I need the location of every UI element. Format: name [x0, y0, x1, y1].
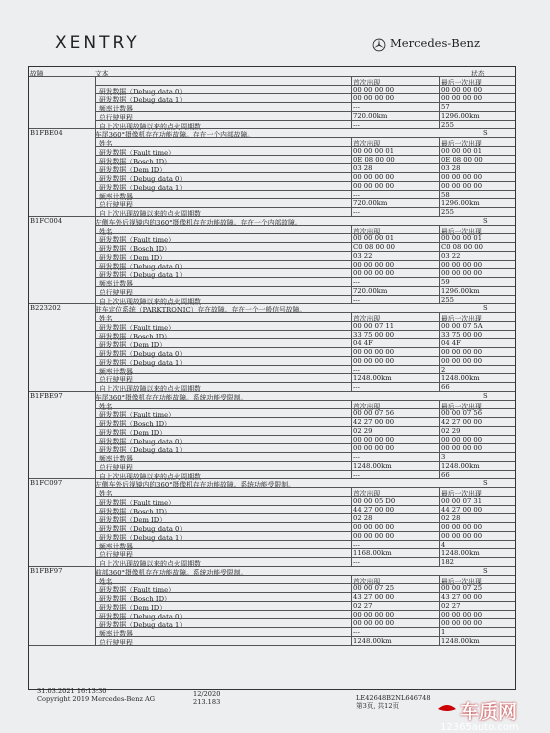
column-divider [351, 137, 352, 216]
first-value: --- [353, 190, 360, 199]
data-label: 研发数据（Bosch ID） [99, 420, 171, 428]
last-value: 00 00 00 00 [441, 356, 483, 365]
first-value: 720.00km [353, 199, 388, 208]
data-label: 研发数据（Debug data 1） [99, 96, 187, 105]
first-value: 720.00km [353, 111, 388, 120]
column-divider [351, 575, 352, 645]
last-value: 1296.00km [441, 286, 480, 295]
first-value: 03 28 [353, 164, 373, 173]
last-value: 02 27 [441, 601, 461, 610]
last-value: 59 [441, 278, 450, 286]
footer-mid [193, 690, 220, 706]
footer-copyright: Copyright 2019 Mercedes-Benz AG [37, 695, 156, 703]
data-label: 研发数据（Fault time） [99, 411, 175, 420]
first-value: C0 08 00 00 [353, 243, 395, 251]
fault-code: B1FBE04 [30, 129, 63, 138]
data-label: 总行驶里程 [99, 463, 133, 472]
first-occurrence-header: 首次出现 [353, 402, 381, 411]
table-header-text: 文本 [95, 70, 109, 78]
row-divider [95, 102, 515, 103]
column-divider [95, 391, 96, 479]
brand-name [372, 36, 480, 50]
first-value: 02 28 [353, 514, 373, 523]
data-label: 研发数据（Debug data 0） [99, 262, 187, 271]
data-label: 总行驶里程 [99, 288, 133, 297]
data-label: 研发数据（Debug data 1） [99, 533, 187, 542]
status-s: S [483, 391, 488, 400]
last-value: 02 29 [441, 426, 461, 435]
first-value: 720.00km [353, 286, 388, 295]
last-value: 00 00 00 00 [441, 181, 483, 190]
first-value: 42 27 00 00 [353, 418, 395, 426]
fault-description: 前部360°摄像机存在功能故障。系统功能受限制。 [95, 568, 248, 577]
last-value: 04 4F [441, 339, 461, 348]
first-value: 00 00 07 11 [353, 321, 395, 330]
first-value: --- [353, 540, 360, 549]
first-value: 00 00 00 00 [353, 269, 395, 278]
first-value: 00 00 00 00 [353, 348, 395, 356]
first-value: 43 27 00 00 [353, 593, 395, 601]
first-occurrence-header: 首次出现 [353, 315, 381, 323]
footer-right [356, 694, 431, 710]
data-label: 研发数据（Fault time） [99, 148, 175, 157]
last-value: 255 [441, 120, 454, 129]
last-value: 2 [441, 365, 446, 374]
last-value: 33 75 00 00 [441, 330, 483, 339]
footer-datetime: 31.03.2021 16:13:30 [37, 687, 107, 695]
last-value: 00 00 00 00 [441, 348, 483, 356]
first-value: 00 00 00 00 [353, 260, 395, 269]
data-label: 总行驶里程 [99, 551, 133, 560]
last-value: 00 00 00 00 [441, 531, 483, 540]
first-value: 00 00 00 00 [353, 85, 395, 94]
row-divider [95, 365, 515, 366]
data-label: 研发数据（Dem ID） [99, 341, 166, 350]
first-value: 1248.00km [353, 636, 392, 645]
last-value: 00 00 07 5A [441, 321, 483, 330]
watermark [440, 697, 519, 733]
fault-description: 驻车定位系统（PARKTRONIC）存在故障。存在一个一般信号故障。 [95, 306, 307, 315]
data-label: 研发数据（Debug data 0） [99, 612, 187, 621]
last-value: 1248.00km [441, 549, 480, 558]
first-value: --- [353, 208, 360, 216]
fault-code: B1FC097 [30, 479, 63, 488]
column-divider [439, 400, 440, 479]
first-value: 1168.00km [353, 549, 392, 558]
data-label: 总行驶里程 [99, 201, 133, 210]
column-divider [439, 225, 440, 304]
data-label: 频率计数器 [99, 630, 133, 638]
footer-model: 213.183 [193, 698, 221, 706]
data-label: 研发数据（Dem ID） [99, 428, 166, 437]
last-value: 00 00 00 00 [441, 610, 483, 619]
footer-vin: LE42648B2NL646748 [356, 694, 431, 702]
last-occurrence-header: 最后一次出现 [441, 227, 482, 236]
first-value: 00 00 00 01 [353, 146, 395, 155]
last-value: 00 00 00 00 [441, 269, 483, 278]
first-occurrence-header: 首次出现 [353, 227, 381, 236]
last-value: 00 00 00 00 [441, 94, 483, 103]
fault-code: B223202 [30, 304, 61, 313]
data-label: 研发数据（Debug data 1） [99, 446, 187, 455]
last-value: 00 00 00 00 [441, 260, 483, 269]
data-label: 研发数据（Debug data 1） [99, 358, 187, 367]
last-value: 00 00 00 00 [441, 173, 483, 181]
first-value: 00 00 00 00 [353, 531, 395, 540]
first-occurrence-header: 首次出现 [353, 577, 381, 586]
last-value: 00 00 00 00 [441, 523, 483, 531]
data-label: 自上次出现故障以来的点火周期数 [99, 122, 201, 131]
first-value: --- [353, 103, 360, 111]
data-label: 研发数据（Debug data 0） [99, 175, 187, 183]
name-label: 姓名 [99, 402, 113, 411]
data-label: 研发数据（Bosch ID） [99, 157, 171, 166]
data-label: 研发数据（Fault time） [99, 498, 175, 507]
last-occurrence-header: 最后一次出现 [441, 315, 482, 323]
row-divider [95, 452, 515, 453]
last-value: 00 00 00 01 [441, 146, 483, 155]
column-divider [95, 303, 96, 391]
column-divider [351, 400, 352, 479]
first-value: --- [353, 295, 360, 304]
first-value: 00 00 00 00 [353, 94, 395, 103]
data-label: 研发数据（Debug data 0） [99, 350, 187, 358]
data-label: 研发数据（Dem ID） [99, 603, 166, 612]
last-value: 00 00 07 56 [441, 409, 483, 418]
last-value: 255 [441, 208, 454, 216]
data-label: 研发数据（Debug data 1） [99, 621, 187, 630]
column-divider [351, 76, 352, 129]
first-occurrence-header: 首次出现 [353, 78, 381, 87]
first-value: 1248.00km [353, 374, 392, 383]
last-value: 58 [441, 190, 450, 199]
first-value: --- [353, 120, 360, 129]
last-value: 43 27 00 00 [441, 593, 483, 601]
table-header-status: 状态 [471, 70, 485, 78]
column-divider [351, 487, 352, 566]
data-label: 研发数据（Bosch ID） [99, 507, 171, 516]
first-value: --- [353, 365, 360, 374]
data-label: 研发数据（Debug data 1） [99, 183, 187, 192]
last-value: 57 [441, 103, 450, 111]
first-value: 0E 08 00 00 [353, 155, 395, 164]
first-value: 03 22 [353, 251, 373, 260]
data-label: 频率计数器 [99, 105, 133, 113]
column-divider [439, 137, 440, 216]
last-value: 02 28 [441, 514, 461, 523]
last-value: C0 08 00 00 [441, 243, 483, 251]
last-value: 00 00 07 31 [441, 496, 483, 505]
column-divider [95, 566, 96, 645]
data-label: 自上次出现故障以来的点火周期数 [99, 472, 201, 481]
first-value: 04 4F [353, 339, 373, 348]
status-s: S [483, 304, 488, 313]
last-value: 00 00 00 00 [441, 435, 483, 444]
column-divider [439, 76, 440, 129]
fault-description: 车尾360°摄像机存在功能故障。存在一个内部故障。 [95, 131, 255, 140]
last-value: 1296.00km [441, 199, 480, 208]
last-value: 03 28 [441, 164, 461, 173]
fault-description: 左侧车外后视镜内的360°摄像机存在功能故障。存在一个内部故障。 [95, 218, 302, 227]
first-value: 00 00 00 00 [353, 181, 395, 190]
first-value: 00 00 00 00 [353, 523, 395, 531]
last-value: 255 [441, 295, 454, 304]
last-value: 1296.00km [441, 111, 480, 120]
last-value: 182 [441, 558, 454, 566]
footer-page: 第3页, 共12页 [356, 702, 400, 710]
footer-left [37, 687, 155, 703]
last-value: 00 00 00 00 [441, 85, 483, 94]
last-value: 4 [441, 540, 446, 549]
column-divider [95, 216, 96, 304]
last-value: 1248.00km [441, 461, 480, 470]
status-s: S [483, 479, 488, 488]
last-value: 44 27 00 00 [441, 505, 483, 514]
fault-table [28, 66, 516, 690]
column-divider [439, 575, 440, 645]
data-label: 总行驶里程 [99, 113, 133, 122]
first-value: --- [353, 628, 360, 636]
data-label: 自上次出现故障以来的点火周期数 [99, 210, 201, 218]
name-label: 姓名 [99, 140, 113, 148]
last-value: 00 00 07 25 [441, 584, 483, 593]
first-value: --- [353, 278, 360, 286]
watermark-url: 12365auto.com [440, 722, 519, 733]
column-divider [439, 312, 440, 391]
name-label: 姓名 [99, 577, 113, 586]
data-label: 频率计数器 [99, 367, 133, 376]
last-value: 1 [441, 628, 446, 636]
last-occurrence-header: 最后一次出现 [441, 140, 482, 148]
row-divider [95, 277, 515, 278]
data-label: 总行驶里程 [99, 638, 133, 647]
last-value: 0E 08 00 00 [441, 155, 483, 164]
row-divider [29, 645, 515, 646]
data-label: 研发数据（Dem ID） [99, 253, 166, 262]
data-label: 频率计数器 [99, 542, 133, 551]
last-value: 42 27 00 00 [441, 418, 483, 426]
last-value: 66 [441, 383, 450, 391]
status-s: S [483, 566, 488, 575]
first-value: 00 00 07 25 [353, 584, 395, 593]
data-label: 频率计数器 [99, 455, 133, 463]
last-occurrence-header: 最后一次出现 [441, 78, 482, 87]
data-label: 研发数据（Dem ID） [99, 516, 166, 525]
data-label: 研发数据（Fault time） [99, 236, 175, 245]
first-value: 33 75 00 00 [353, 330, 395, 339]
first-value: 00 00 00 00 [353, 444, 395, 453]
data-label: 自上次出现故障以来的点火周期数 [99, 297, 201, 306]
name-label: 姓名 [99, 315, 113, 323]
footer-date: 12/2020 [193, 690, 221, 698]
fault-code: B1FC004 [30, 216, 63, 225]
last-value: 66 [441, 470, 450, 479]
data-label: 研发数据（Debug data 1） [99, 271, 187, 280]
last-value: 1248.00km [441, 374, 480, 383]
last-occurrence-header: 最后一次出现 [441, 577, 482, 586]
name-label: 姓名 [99, 490, 113, 498]
first-value: 00 00 07 56 [353, 409, 395, 418]
last-value: 00 00 00 00 [441, 444, 483, 453]
data-label: 研发数据（Dem ID） [99, 166, 166, 175]
column-divider [95, 478, 96, 566]
watermark-title: 车质网 [460, 701, 518, 723]
first-value: 00 00 00 00 [353, 173, 395, 181]
first-value: 00 00 00 00 [353, 435, 395, 444]
first-value: 02 29 [353, 426, 373, 435]
data-label: 总行驶里程 [99, 376, 133, 385]
first-value: --- [353, 470, 360, 479]
row-divider [95, 190, 515, 191]
last-occurrence-header: 最后一次出现 [441, 402, 482, 411]
xentry-logo: XENTRY [55, 33, 140, 53]
last-occurrence-header: 最后一次出现 [441, 490, 482, 498]
row-divider [95, 540, 515, 541]
column-divider [439, 487, 440, 566]
data-label: 研发数据（Debug data 0） [99, 525, 187, 533]
first-value: --- [353, 383, 360, 391]
first-value: 02 27 [353, 601, 373, 610]
data-label: 研发数据（Debug data 0） [99, 437, 187, 446]
last-value: 1248.00km [441, 636, 480, 645]
data-label: 研发数据（Bosch ID） [99, 245, 171, 253]
column-divider [351, 312, 352, 391]
first-value: 44 27 00 00 [353, 505, 395, 514]
fault-description: 左侧车外后视镜内的360°摄像机存在功能故障。系统功能受限制。 [95, 481, 295, 490]
name-label: 姓名 [99, 227, 113, 236]
data-label: 研发数据（Debug data 0） [99, 87, 187, 96]
first-value: 00 00 00 00 [353, 356, 395, 365]
data-label: 频率计数器 [99, 192, 133, 201]
data-label: 频率计数器 [99, 280, 133, 288]
status-s: S [483, 216, 488, 225]
first-value: --- [353, 558, 360, 566]
first-value: 00 00 00 00 [353, 610, 395, 619]
first-occurrence-header: 首次出现 [353, 490, 381, 498]
first-occurrence-header: 首次出现 [353, 140, 381, 148]
column-divider [95, 76, 96, 129]
fault-description: 车尾360°摄像机存在功能故障。系统功能受限制。 [95, 393, 248, 402]
data-label: 自上次出现故障以来的点火周期数 [99, 385, 201, 393]
data-label: 自上次出现故障以来的点火周期数 [99, 560, 201, 568]
first-value: 00 00 00 01 [353, 234, 395, 243]
data-label: 研发数据（Bosch ID） [99, 332, 171, 341]
row-divider [95, 627, 515, 628]
first-value: 00 00 00 00 [353, 619, 395, 628]
status-s: S [483, 129, 488, 138]
table-header-code: 故障 [30, 70, 44, 78]
last-value: 03 22 [441, 251, 461, 260]
first-value: 00 00 05 D0 [353, 496, 396, 505]
column-divider [351, 225, 352, 304]
first-value: 1248.00km [353, 461, 392, 470]
brand-name-text: Mercedes-Benz [390, 36, 481, 50]
data-label: 研发数据（Fault time） [99, 323, 175, 332]
fault-code: B1FBF97 [30, 566, 63, 575]
last-value: 00 00 00 01 [441, 234, 483, 243]
first-value: --- [353, 453, 360, 461]
data-label: 研发数据（Fault time） [99, 586, 175, 595]
last-value: 3 [441, 453, 446, 461]
data-label: 研发数据（Bosch ID） [99, 595, 171, 603]
last-value: 00 00 00 00 [441, 619, 483, 628]
fault-code: B1FBE97 [30, 391, 63, 400]
column-divider [95, 128, 96, 216]
